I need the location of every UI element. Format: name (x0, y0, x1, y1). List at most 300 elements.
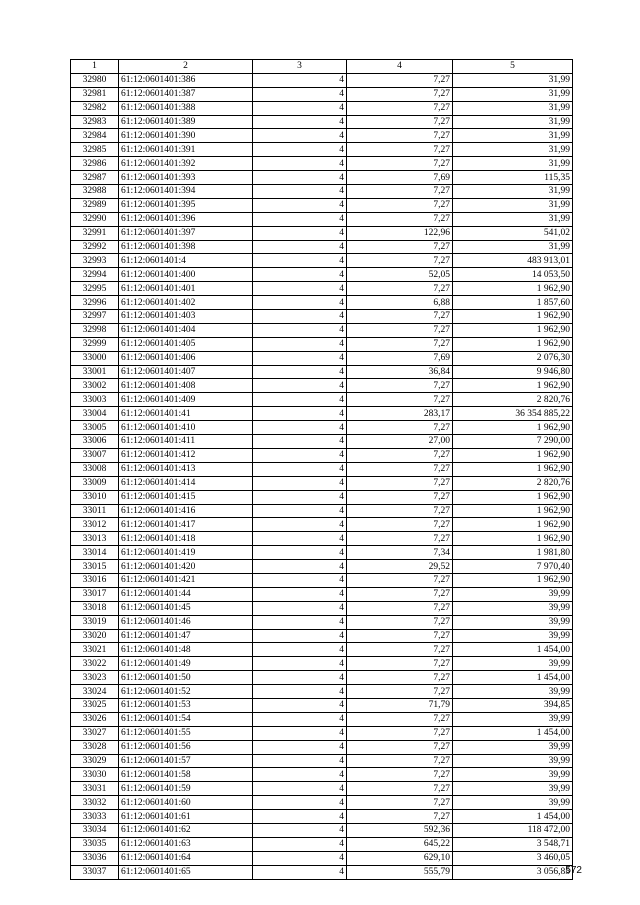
row-index-cell: 33018 (71, 601, 119, 615)
cadastral-number-cell: 61:12:0601401:387 (119, 87, 253, 101)
value-cell: 1 962,90 (453, 504, 573, 518)
category-cell: 4 (253, 448, 347, 462)
row-index-cell: 33033 (71, 810, 119, 824)
value-cell: 31,99 (453, 129, 573, 143)
value-cell: 39,99 (453, 587, 573, 601)
table-row (71, 685, 573, 699)
area-cell: 7,27 (347, 73, 453, 87)
cadastral-number-cell: 61:12:0601401:420 (119, 560, 253, 574)
cadastral-number-cell: 61:12:0601401:405 (119, 337, 253, 351)
area-cell: 592,36 (347, 823, 453, 837)
row-index-cell: 32980 (71, 73, 119, 87)
value-cell: 39,99 (453, 754, 573, 768)
value-cell: 39,99 (453, 768, 573, 782)
category-cell: 4 (253, 240, 347, 254)
cadastral-number-cell: 61:12:0601401:46 (119, 615, 253, 629)
category-cell: 4 (253, 226, 347, 240)
table-row (71, 282, 573, 296)
table-row (71, 185, 573, 199)
category-cell: 4 (253, 379, 347, 393)
table-row (71, 448, 573, 462)
value-cell: 1 962,90 (453, 573, 573, 587)
table-row (71, 198, 573, 212)
area-cell: 7,27 (347, 712, 453, 726)
row-index-cell: 32987 (71, 171, 119, 185)
row-index-cell: 32989 (71, 198, 119, 212)
cadastral-number-cell: 61:12:0601401:389 (119, 115, 253, 129)
value-cell: 39,99 (453, 782, 573, 796)
value-cell: 1 454,00 (453, 671, 573, 685)
area-cell: 7,27 (347, 310, 453, 324)
area-cell: 7,27 (347, 518, 453, 532)
cadastral-number-cell: 61:12:0601401:48 (119, 643, 253, 657)
category-cell: 4 (253, 185, 347, 199)
category-cell: 4 (253, 407, 347, 421)
row-index-cell: 33016 (71, 573, 119, 587)
page-number: 572 (565, 865, 582, 876)
cadastral-number-cell: 61:12:0601401:403 (119, 310, 253, 324)
row-index-cell: 32982 (71, 101, 119, 115)
category-cell: 4 (253, 212, 347, 226)
row-index-cell: 33008 (71, 462, 119, 476)
category-cell: 4 (253, 268, 347, 282)
row-index-cell: 33029 (71, 754, 119, 768)
row-index-cell: 33020 (71, 629, 119, 643)
cadastral-number-cell: 61:12:0601401:410 (119, 421, 253, 435)
table-row (71, 601, 573, 615)
value-cell: 31,99 (453, 157, 573, 171)
area-cell: 7,27 (347, 448, 453, 462)
table-row (71, 73, 573, 87)
value-cell: 14 053,50 (453, 268, 573, 282)
row-index-cell: 33014 (71, 546, 119, 560)
area-cell: 7,27 (347, 198, 453, 212)
area-cell: 7,27 (347, 615, 453, 629)
cadastral-number-cell: 61:12:0601401:418 (119, 532, 253, 546)
cadastral-number-cell: 61:12:0601401:401 (119, 282, 253, 296)
area-cell: 7,27 (347, 129, 453, 143)
category-cell: 4 (253, 490, 347, 504)
cadastral-number-cell: 61:12:0601401:4 (119, 254, 253, 268)
area-cell: 7,69 (347, 171, 453, 185)
value-cell: 36 354 885,22 (453, 407, 573, 421)
row-index-cell: 32984 (71, 129, 119, 143)
value-cell: 1 962,90 (453, 462, 573, 476)
column-header-4: 4 (347, 60, 453, 74)
cadastral-number-cell: 61:12:0601401:409 (119, 393, 253, 407)
category-cell: 4 (253, 726, 347, 740)
value-cell: 1 962,90 (453, 323, 573, 337)
row-index-cell: 32986 (71, 157, 119, 171)
category-cell: 4 (253, 657, 347, 671)
area-cell: 7,27 (347, 282, 453, 296)
cadastral-number-cell: 61:12:0601401:415 (119, 490, 253, 504)
cadastral-number-cell: 61:12:0601401:50 (119, 671, 253, 685)
table-row (71, 615, 573, 629)
category-cell: 4 (253, 768, 347, 782)
row-index-cell: 33021 (71, 643, 119, 657)
value-cell: 31,99 (453, 101, 573, 115)
row-index-cell: 33001 (71, 365, 119, 379)
table-row (71, 837, 573, 851)
cadastral-number-cell: 61:12:0601401:400 (119, 268, 253, 282)
area-cell: 7,27 (347, 87, 453, 101)
cadastral-number-cell: 61:12:0601401:416 (119, 504, 253, 518)
area-cell: 7,27 (347, 768, 453, 782)
area-cell: 645,22 (347, 837, 453, 851)
table-row (71, 740, 573, 754)
area-cell: 7,27 (347, 671, 453, 685)
table-row (71, 226, 573, 240)
table-row (71, 379, 573, 393)
table-row (71, 726, 573, 740)
value-cell: 115,35 (453, 171, 573, 185)
cadastral-number-cell: 61:12:0601401:65 (119, 865, 253, 879)
category-cell: 4 (253, 587, 347, 601)
table-row (71, 865, 573, 879)
table-row (71, 435, 573, 449)
cadastral-number-cell: 61:12:0601401:49 (119, 657, 253, 671)
table-row (71, 115, 573, 129)
data-table (70, 59, 573, 880)
area-cell: 7,27 (347, 629, 453, 643)
category-cell: 4 (253, 254, 347, 268)
category-cell: 4 (253, 573, 347, 587)
row-index-cell: 32981 (71, 87, 119, 101)
cadastral-number-cell: 61:12:0601401:398 (119, 240, 253, 254)
category-cell: 4 (253, 837, 347, 851)
cadastral-number-cell: 61:12:0601401:58 (119, 768, 253, 782)
area-cell: 7,27 (347, 726, 453, 740)
category-cell: 4 (253, 685, 347, 699)
category-cell: 4 (253, 393, 347, 407)
value-cell: 3 056,85 (453, 865, 573, 879)
cadastral-number-cell: 61:12:0601401:55 (119, 726, 253, 740)
cadastral-number-cell: 61:12:0601401:56 (119, 740, 253, 754)
category-cell: 4 (253, 643, 347, 657)
cadastral-number-cell: 61:12:0601401:404 (119, 323, 253, 337)
cadastral-number-cell: 61:12:0601401:62 (119, 823, 253, 837)
category-cell: 4 (253, 171, 347, 185)
value-cell: 31,99 (453, 212, 573, 226)
category-cell: 4 (253, 296, 347, 310)
row-index-cell: 33012 (71, 518, 119, 532)
cadastral-number-cell: 61:12:0601401:414 (119, 476, 253, 490)
area-cell: 7,27 (347, 532, 453, 546)
table-row (71, 796, 573, 810)
cadastral-number-cell: 61:12:0601401:394 (119, 185, 253, 199)
area-cell: 7,27 (347, 115, 453, 129)
value-cell: 2 076,30 (453, 351, 573, 365)
area-cell: 7,27 (347, 476, 453, 490)
value-cell: 2 820,76 (453, 476, 573, 490)
category-cell: 4 (253, 671, 347, 685)
category-cell: 4 (253, 740, 347, 754)
cadastral-number-cell: 61:12:0601401:44 (119, 587, 253, 601)
row-index-cell: 33022 (71, 657, 119, 671)
row-index-cell: 33032 (71, 796, 119, 810)
area-cell: 7,27 (347, 504, 453, 518)
area-cell: 7,27 (347, 323, 453, 337)
area-cell: 7,27 (347, 587, 453, 601)
value-cell: 1 962,90 (453, 337, 573, 351)
value-cell: 1 454,00 (453, 810, 573, 824)
category-cell: 4 (253, 198, 347, 212)
column-header-1: 1 (71, 60, 119, 74)
value-cell: 1 962,90 (453, 282, 573, 296)
area-cell: 7,27 (347, 685, 453, 699)
cadastral-number-cell: 61:12:0601401:392 (119, 157, 253, 171)
category-cell: 4 (253, 782, 347, 796)
value-cell: 39,99 (453, 629, 573, 643)
value-cell: 1 962,90 (453, 310, 573, 324)
area-cell: 7,27 (347, 379, 453, 393)
area-cell: 52,05 (347, 268, 453, 282)
column-header-5: 5 (453, 60, 573, 74)
cadastral-number-cell: 61:12:0601401:60 (119, 796, 253, 810)
value-cell: 1 962,90 (453, 448, 573, 462)
row-index-cell: 33019 (71, 615, 119, 629)
table-row (71, 310, 573, 324)
cadastral-number-cell: 61:12:0601401:411 (119, 435, 253, 449)
table-row (71, 518, 573, 532)
value-cell: 39,99 (453, 685, 573, 699)
category-cell: 4 (253, 421, 347, 435)
cadastral-number-cell: 61:12:0601401:41 (119, 407, 253, 421)
area-cell: 7,27 (347, 421, 453, 435)
cadastral-number-cell: 61:12:0601401:395 (119, 198, 253, 212)
table-row (71, 129, 573, 143)
table-row (71, 782, 573, 796)
area-cell: 7,69 (347, 351, 453, 365)
row-index-cell: 32993 (71, 254, 119, 268)
table-row (71, 698, 573, 712)
area-cell: 122,96 (347, 226, 453, 240)
row-index-cell: 33003 (71, 393, 119, 407)
area-cell: 7,27 (347, 490, 453, 504)
area-cell: 7,27 (347, 101, 453, 115)
value-cell: 483 913,01 (453, 254, 573, 268)
cadastral-number-cell: 61:12:0601401:408 (119, 379, 253, 393)
area-cell: 7,27 (347, 782, 453, 796)
cadastral-number-cell: 61:12:0601401:61 (119, 810, 253, 824)
category-cell: 4 (253, 101, 347, 115)
table-row (71, 810, 573, 824)
table-row (71, 546, 573, 560)
category-cell: 4 (253, 365, 347, 379)
area-cell: 6,88 (347, 296, 453, 310)
cadastral-number-cell: 61:12:0601401:63 (119, 837, 253, 851)
row-index-cell: 33011 (71, 504, 119, 518)
row-index-cell: 32990 (71, 212, 119, 226)
area-cell: 7,27 (347, 157, 453, 171)
cadastral-number-cell: 61:12:0601401:407 (119, 365, 253, 379)
category-cell: 4 (253, 532, 347, 546)
row-index-cell: 32988 (71, 185, 119, 199)
table-row (71, 754, 573, 768)
row-index-cell: 33005 (71, 421, 119, 435)
area-cell: 7,27 (347, 143, 453, 157)
category-cell: 4 (253, 73, 347, 87)
area-cell: 555,79 (347, 865, 453, 879)
cadastral-number-cell: 61:12:0601401:386 (119, 73, 253, 87)
cadastral-number-cell: 61:12:0601401:393 (119, 171, 253, 185)
category-cell: 4 (253, 796, 347, 810)
cadastral-number-cell: 61:12:0601401:413 (119, 462, 253, 476)
category-cell: 4 (253, 87, 347, 101)
row-index-cell: 32999 (71, 337, 119, 351)
table-row (71, 296, 573, 310)
category-cell: 4 (253, 157, 347, 171)
category-cell: 4 (253, 282, 347, 296)
value-cell: 541,02 (453, 226, 573, 240)
cadastral-number-cell: 61:12:0601401:47 (119, 629, 253, 643)
row-index-cell: 33010 (71, 490, 119, 504)
table-row (71, 671, 573, 685)
category-cell: 4 (253, 337, 347, 351)
table-row (71, 240, 573, 254)
table-row (71, 504, 573, 518)
table-header-row (71, 60, 573, 74)
table-row (71, 768, 573, 782)
value-cell: 31,99 (453, 115, 573, 129)
area-cell: 7,27 (347, 810, 453, 824)
area-cell: 7,27 (347, 393, 453, 407)
area-cell: 7,34 (347, 546, 453, 560)
table-row (71, 587, 573, 601)
table-row (71, 268, 573, 282)
area-cell: 71,79 (347, 698, 453, 712)
category-cell: 4 (253, 615, 347, 629)
area-cell: 7,27 (347, 657, 453, 671)
table-row (71, 851, 573, 865)
row-index-cell: 32995 (71, 282, 119, 296)
category-cell: 4 (253, 823, 347, 837)
table-row (71, 254, 573, 268)
category-cell: 4 (253, 629, 347, 643)
area-cell: 7,27 (347, 185, 453, 199)
table-row (71, 573, 573, 587)
table-row (71, 823, 573, 837)
table-row (71, 337, 573, 351)
row-index-cell: 33000 (71, 351, 119, 365)
area-cell: 7,27 (347, 212, 453, 226)
area-cell: 629,10 (347, 851, 453, 865)
value-cell: 1 981,80 (453, 546, 573, 560)
value-cell: 9 946,80 (453, 365, 573, 379)
column-header-3: 3 (253, 60, 347, 74)
area-cell: 283,17 (347, 407, 453, 421)
category-cell: 4 (253, 698, 347, 712)
category-cell: 4 (253, 435, 347, 449)
area-cell: 7,27 (347, 573, 453, 587)
category-cell: 4 (253, 810, 347, 824)
category-cell: 4 (253, 129, 347, 143)
value-cell: 31,99 (453, 143, 573, 157)
category-cell: 4 (253, 601, 347, 615)
row-index-cell: 33026 (71, 712, 119, 726)
cadastral-number-cell: 61:12:0601401:388 (119, 101, 253, 115)
value-cell: 31,99 (453, 240, 573, 254)
area-cell: 7,27 (347, 754, 453, 768)
category-cell: 4 (253, 560, 347, 574)
row-index-cell: 33030 (71, 768, 119, 782)
data-table-container (70, 59, 572, 880)
category-cell: 4 (253, 851, 347, 865)
table-row (71, 560, 573, 574)
cadastral-number-cell: 61:12:0601401:54 (119, 712, 253, 726)
value-cell: 39,99 (453, 615, 573, 629)
area-cell: 7,27 (347, 643, 453, 657)
area-cell: 7,27 (347, 254, 453, 268)
category-cell: 4 (253, 712, 347, 726)
cadastral-number-cell: 61:12:0601401:412 (119, 448, 253, 462)
cadastral-number-cell: 61:12:0601401:53 (119, 698, 253, 712)
value-cell: 1 454,00 (453, 643, 573, 657)
cadastral-number-cell: 61:12:0601401:396 (119, 212, 253, 226)
row-index-cell: 33028 (71, 740, 119, 754)
row-index-cell: 33024 (71, 685, 119, 699)
cadastral-number-cell: 61:12:0601401:64 (119, 851, 253, 865)
value-cell: 1 454,00 (453, 726, 573, 740)
cadastral-number-cell: 61:12:0601401:402 (119, 296, 253, 310)
table-row (71, 476, 573, 490)
category-cell: 4 (253, 546, 347, 560)
table-row (71, 171, 573, 185)
cadastral-number-cell: 61:12:0601401:406 (119, 351, 253, 365)
area-cell: 29,52 (347, 560, 453, 574)
cadastral-number-cell: 61:12:0601401:45 (119, 601, 253, 615)
value-cell: 7 970,40 (453, 560, 573, 574)
value-cell: 118 472,00 (453, 823, 573, 837)
value-cell: 1 962,90 (453, 379, 573, 393)
table-row (71, 712, 573, 726)
value-cell: 1 962,90 (453, 490, 573, 504)
column-header-2: 2 (119, 60, 253, 74)
cadastral-number-cell: 61:12:0601401:52 (119, 685, 253, 699)
row-index-cell: 33037 (71, 865, 119, 879)
category-cell: 4 (253, 865, 347, 879)
value-cell: 31,99 (453, 87, 573, 101)
cadastral-number-cell: 61:12:0601401:397 (119, 226, 253, 240)
table-row (71, 490, 573, 504)
table-row (71, 532, 573, 546)
category-cell: 4 (253, 518, 347, 532)
table-row (71, 101, 573, 115)
category-cell: 4 (253, 476, 347, 490)
row-index-cell: 33015 (71, 560, 119, 574)
row-index-cell: 32994 (71, 268, 119, 282)
table-row (71, 143, 573, 157)
value-cell: 39,99 (453, 712, 573, 726)
table-row (71, 351, 573, 365)
value-cell: 39,99 (453, 740, 573, 754)
value-cell: 39,99 (453, 657, 573, 671)
row-index-cell: 33009 (71, 476, 119, 490)
value-cell: 39,99 (453, 601, 573, 615)
value-cell: 1 962,90 (453, 421, 573, 435)
cadastral-number-cell: 61:12:0601401:390 (119, 129, 253, 143)
value-cell: 39,99 (453, 796, 573, 810)
area-cell: 7,27 (347, 337, 453, 351)
row-index-cell: 33017 (71, 587, 119, 601)
table-row (71, 629, 573, 643)
area-cell: 7,27 (347, 462, 453, 476)
row-index-cell: 33025 (71, 698, 119, 712)
table-row (71, 212, 573, 226)
area-cell: 27,00 (347, 435, 453, 449)
cadastral-number-cell: 61:12:0601401:391 (119, 143, 253, 157)
